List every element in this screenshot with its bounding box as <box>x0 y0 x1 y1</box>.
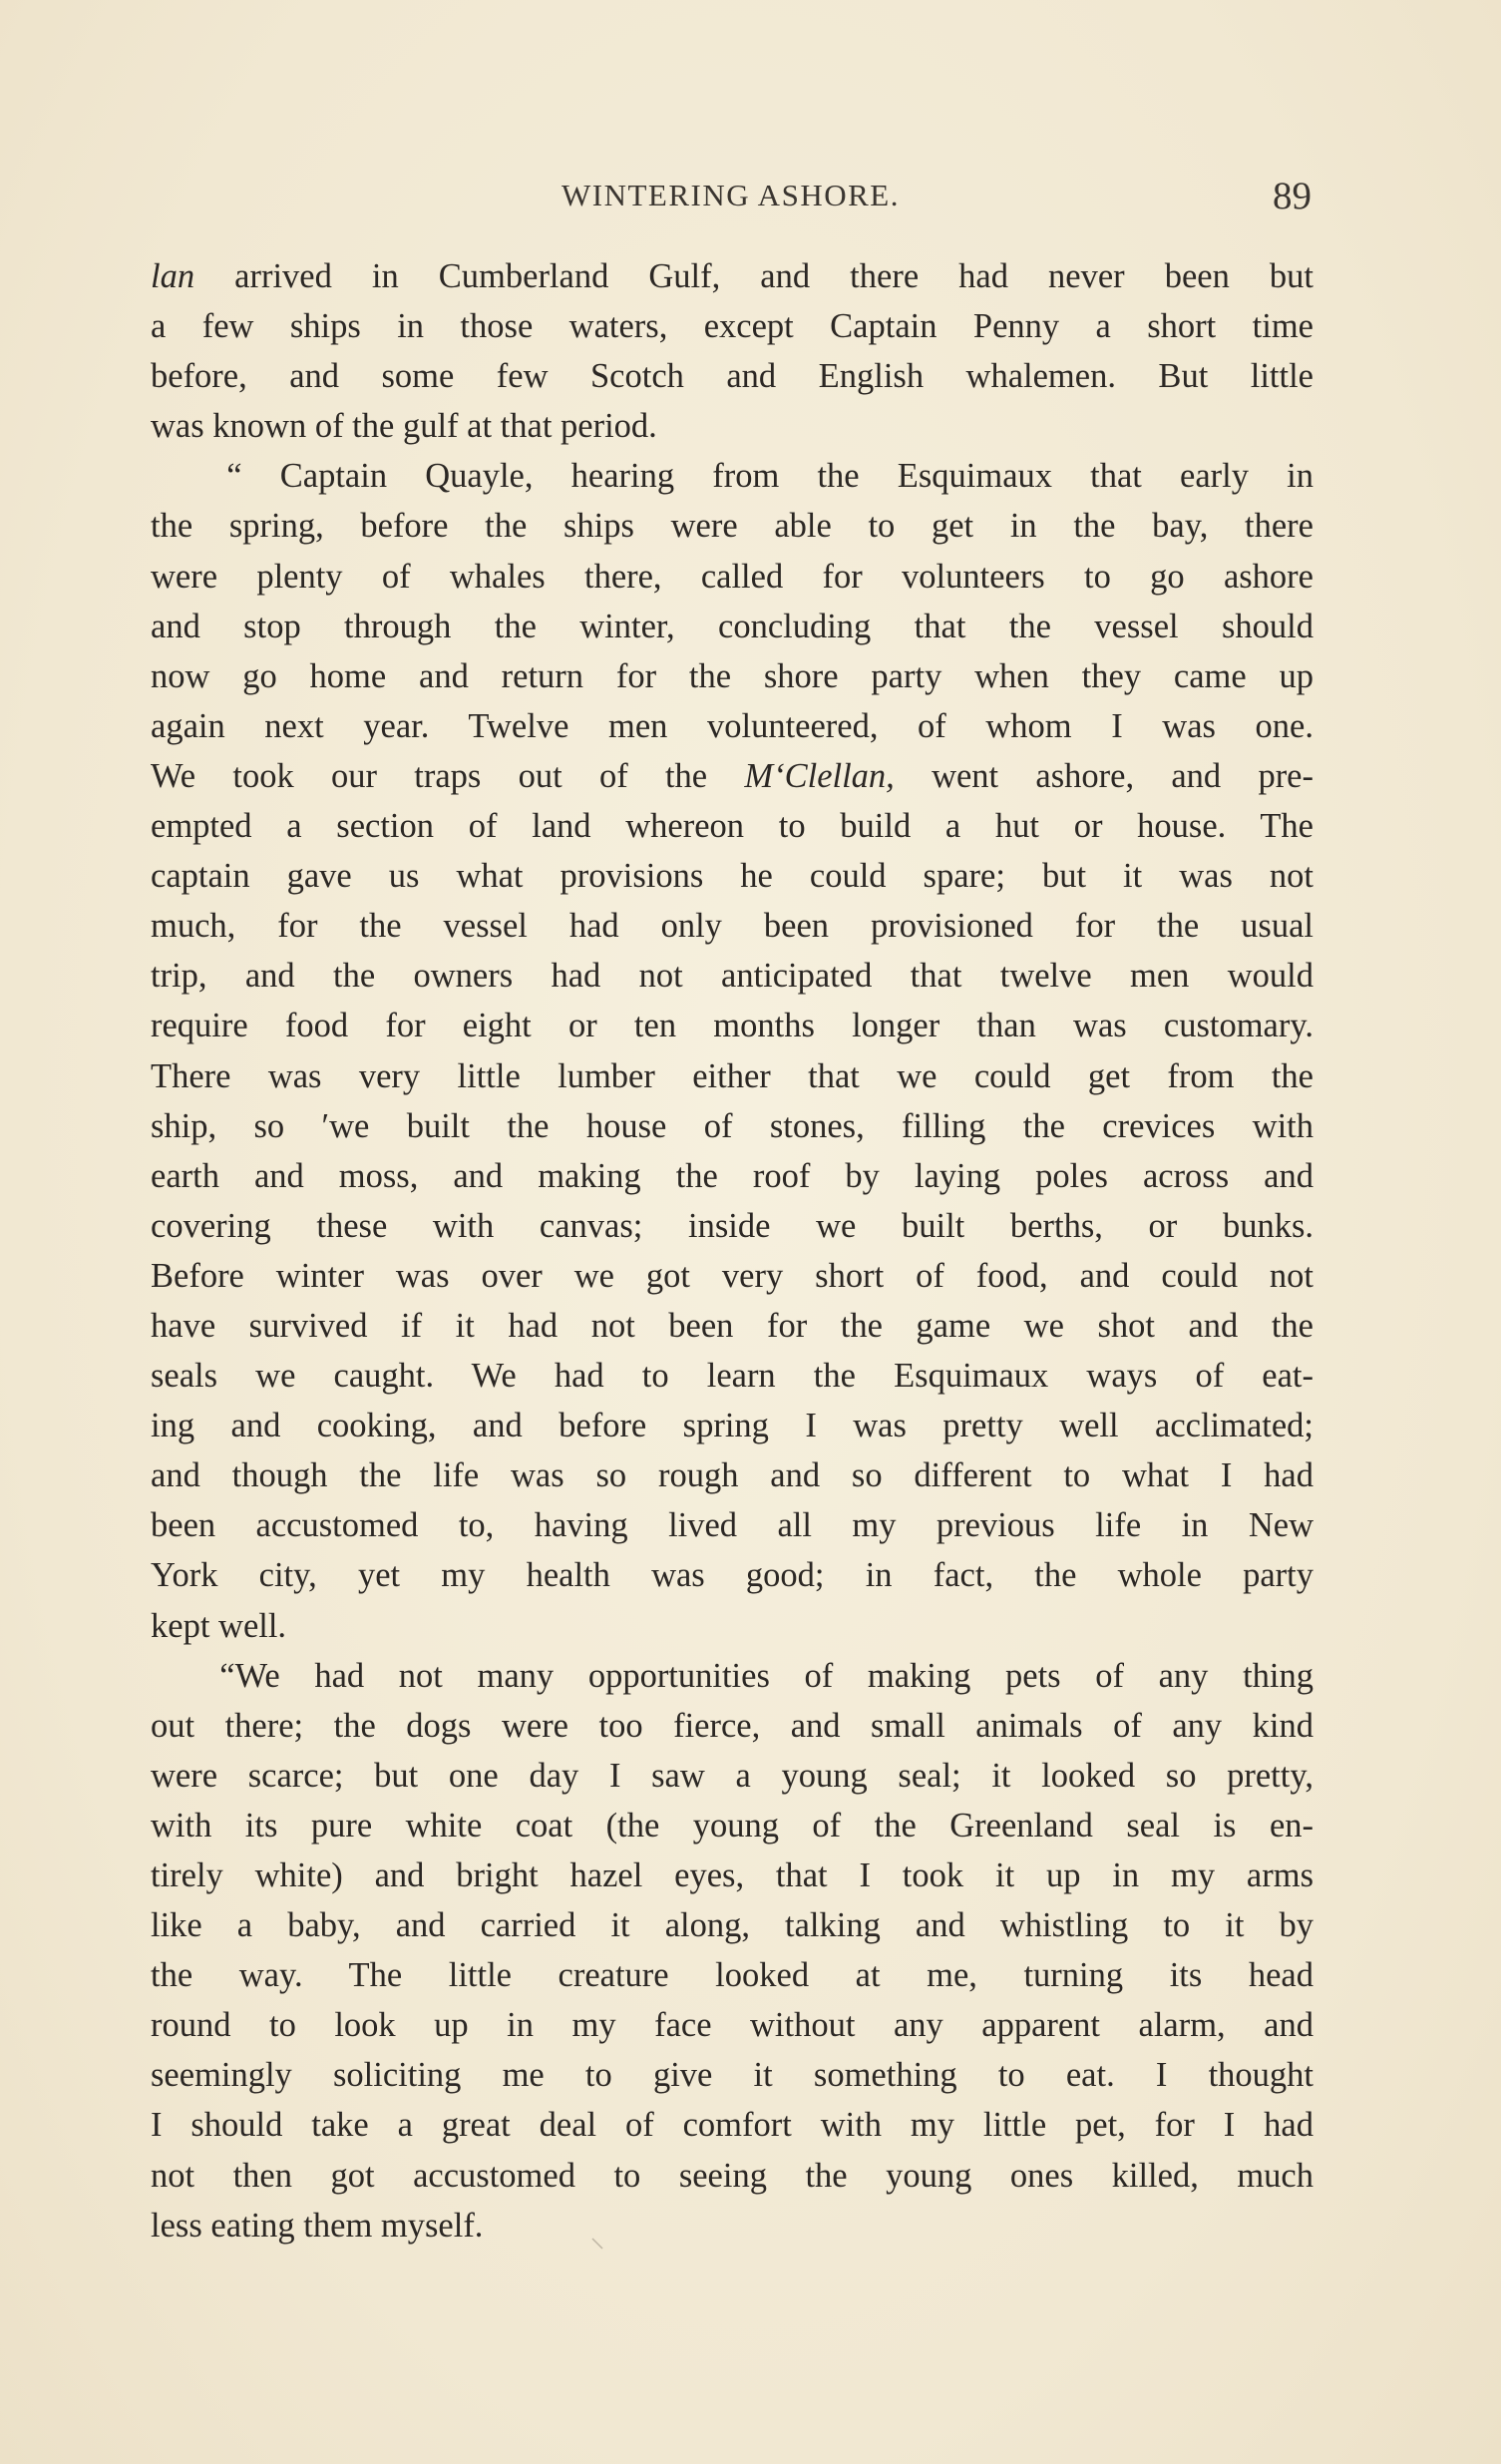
text-segment: kept well. <box>151 1606 287 1645</box>
text-line <box>151 2201 1313 2251</box>
text-segment: and though the life was so rough and so different to what I had <box>151 1456 1313 1495</box>
text-segment: seemingly soliciting me to give it something to eat. I thought <box>151 2056 1313 2095</box>
text-segment: York city, yet my health was good; in fact, the whole party <box>151 1556 1313 1595</box>
text-line <box>151 1201 1313 1251</box>
text-segment: again next year. Twelve men volunteered, of whom I was one. <box>151 706 1313 745</box>
text-segment: tirely white) and bright hazel eyes, that I took it up in my arms <box>151 1856 1313 1894</box>
text-segment: “ Captain Quayle, hearing from the Esquimaux that early in <box>151 457 1313 496</box>
text-line <box>151 2050 1313 2100</box>
text-segment: trip, and the owners had not anticipated that twelve men would <box>151 957 1313 996</box>
text-segment: empted a section of land whereon to build a hut or house. The <box>151 807 1313 846</box>
text-segment: round to look up in my face without any apparent alarm, and <box>151 2006 1313 2045</box>
text-segment: Before winter was over we got very short of food, and could not <box>151 1256 1313 1295</box>
text-segment: We took our traps out of the <box>151 756 745 795</box>
text-segment: were scarce; but one day I saw a young seal; it looked so pretty, <box>151 1756 1313 1795</box>
text-line <box>151 1151 1313 1201</box>
text-line <box>151 552 1313 602</box>
text-segment: and stop through the winter, concluding that the vessel should <box>151 607 1313 645</box>
text-line <box>151 1751 1313 1801</box>
text-line <box>151 1850 1313 1900</box>
text-line <box>151 1101 1313 1151</box>
text-segment: have survived if it had not been for the game we shot and the <box>151 1306 1313 1345</box>
text-line <box>151 1601 1313 1651</box>
text-segment: went ashore, and pre- <box>894 756 1313 795</box>
text-line <box>151 1251 1313 1301</box>
text-line <box>151 851 1313 901</box>
body-text <box>151 251 1313 2251</box>
text-line <box>151 1301 1313 1351</box>
text-segment: a few ships in those waters, except Captain Penny a short time <box>151 307 1313 346</box>
text-line <box>151 351 1313 401</box>
italic-text: M‘Clellan, <box>744 756 895 795</box>
text-line <box>151 451 1313 501</box>
text-segment: with its pure white coat (the young of the Greenland seal is en- <box>151 1806 1313 1845</box>
text-line <box>151 401 1313 451</box>
text-segment: arrived in Cumberland Gulf, and there had never been but <box>194 257 1313 295</box>
text-segment: earth and moss, and making the roof by laying poles across and <box>151 1156 1313 1195</box>
text-line <box>151 1701 1313 1751</box>
text-segment: the spring, before the ships were able to get in the bay, there <box>151 507 1313 546</box>
ink-mark <box>588 2235 618 2255</box>
text-line <box>151 951 1313 1001</box>
text-segment: ship, so ′we built the house of stones, filling the crevices with <box>151 1106 1313 1145</box>
text-line <box>151 301 1313 351</box>
text-segment: much, for the vessel had only been provisioned for the usual <box>151 907 1313 946</box>
text-segment: like a baby, and carried it along, talking and whistling to it by <box>151 1906 1313 1945</box>
text-segment: now go home and return for the shore party when they came up <box>151 656 1313 695</box>
text-segment: covering these with canvas; inside we built berths, or bunks. <box>151 1206 1313 1245</box>
text-segment: were plenty of whales there, called for volunteers to go ashore <box>151 557 1313 596</box>
text-line <box>151 1051 1313 1101</box>
text-segment: been accustomed to, having lived all my previous life in New <box>151 1506 1313 1545</box>
text-segment: require food for eight or ten months longer than was customary. <box>151 1007 1313 1045</box>
text-line <box>151 1550 1313 1600</box>
text-segment: “We had not many opportunities of making pets of any thing <box>151 1656 1313 1695</box>
text-segment: less eating them myself. <box>151 2206 484 2245</box>
text-line <box>151 1950 1313 2000</box>
text-segment: was known of the gulf at that period. <box>151 407 657 446</box>
text-line <box>151 1801 1313 1850</box>
text-segment: ing and cooking, and before spring I was pretty well acclimated; <box>151 1407 1313 1445</box>
text-segment: captain gave us what provisions he could spare; but it was not <box>151 857 1313 896</box>
running-head <box>150 175 1312 225</box>
italic-text: lan <box>151 257 195 295</box>
text-line <box>151 501 1313 551</box>
text-line <box>151 602 1313 651</box>
text-segment: the way. The little creature looked at me, turning its head <box>151 1956 1313 1995</box>
text-segment: out there; the dogs were too fierce, and small animals of any kind <box>151 1706 1313 1745</box>
page-number: 89 <box>1273 175 1312 217</box>
text-line <box>151 1351 1313 1401</box>
text-line <box>151 2100 1313 2150</box>
text-line <box>151 1651 1313 1701</box>
text-segment: not then got accustomed to seeing the young ones killed, much <box>151 2156 1313 2195</box>
running-title: WINTERING ASHORE. <box>562 178 900 212</box>
text-line <box>151 1450 1313 1500</box>
text-line <box>151 701 1313 751</box>
text-line <box>151 801 1313 851</box>
text-line <box>151 751 1313 801</box>
text-line <box>151 1500 1313 1550</box>
text-segment: before, and some few Scotch and English whalemen. But little <box>151 357 1313 396</box>
text-line <box>151 2151 1313 2201</box>
text-segment: seals we caught. We had to learn the Esquimaux ways of eat- <box>151 1357 1313 1396</box>
text-line <box>151 1401 1313 1450</box>
text-line <box>151 651 1313 701</box>
text-line <box>151 1001 1313 1050</box>
text-segment: There was very little lumber either that we could get from the <box>151 1056 1313 1095</box>
text-line <box>151 2000 1313 2050</box>
text-line <box>151 1900 1313 1950</box>
text-line <box>151 251 1313 301</box>
text-line <box>151 901 1313 951</box>
text-segment: I should take a great deal of comfort with my little pet, for I had <box>151 2106 1313 2145</box>
